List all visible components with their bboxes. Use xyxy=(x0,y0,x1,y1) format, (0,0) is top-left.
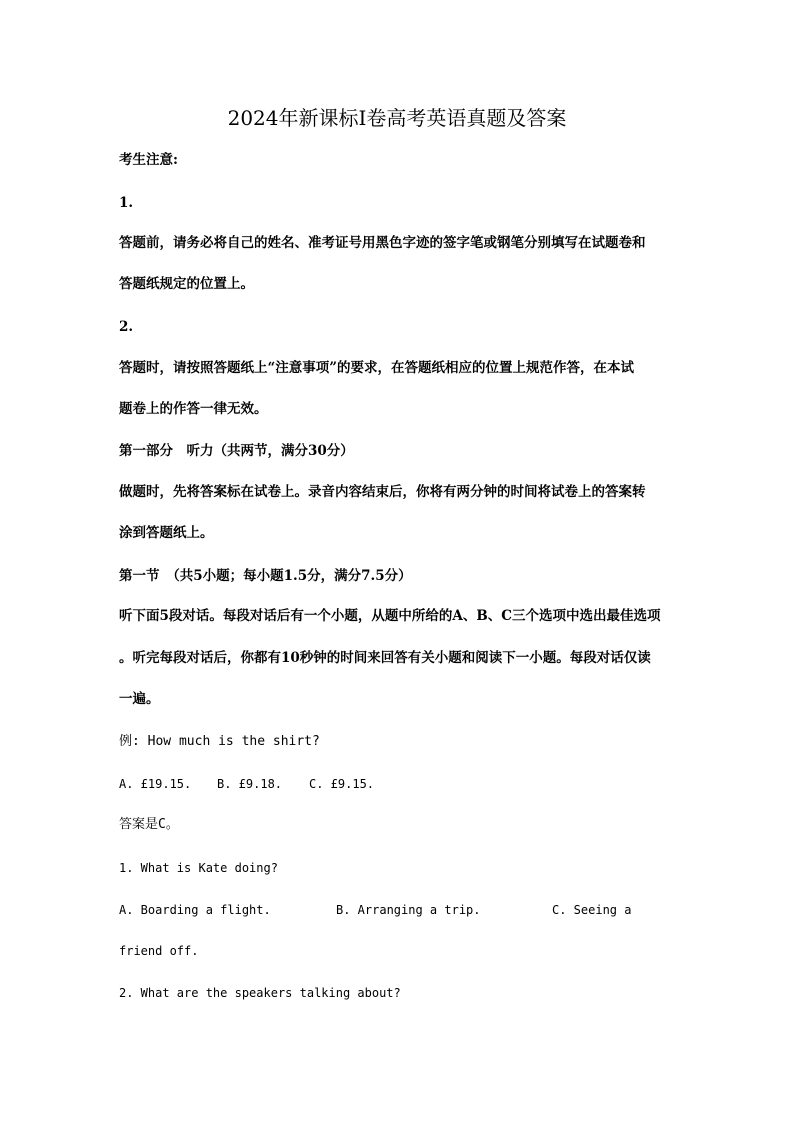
question-1-option-b: B. Arranging a trip. xyxy=(336,903,481,917)
part-one-instructions-line-2: 涂到答题纸上。 xyxy=(119,525,214,541)
example-option-a: A. £19.15. xyxy=(119,777,192,791)
example-options xyxy=(119,774,679,794)
question-1-option-c: C. Seeing a xyxy=(552,903,632,917)
notice-heading: 考生注意: xyxy=(119,152,178,168)
notice-item-1-number: 1. xyxy=(119,195,134,211)
page-title: 2024年新课标I卷高考英语真题及答案 xyxy=(227,106,567,130)
question-1-options xyxy=(119,900,679,920)
question-2: 2. What are the speakers talking about? xyxy=(119,986,401,1000)
question-1-option-c-continuation: friend off. xyxy=(119,944,199,958)
notice-item-1-line-1: 答题前，请务必将自己的姓名、准考证号用黑色字迹的签字笔或钢笔分别填写在试题卷和 xyxy=(119,235,646,251)
notice-item-1-line-2: 答题纸规定的位置上。 xyxy=(119,276,254,292)
section-one-instructions-line-3: 一遍。 xyxy=(119,691,160,707)
section-one-heading: 第一节 （共5小题；每小题1.5分，满分7.5分） xyxy=(119,568,412,584)
section-one-instructions-line-1: 听下面5段对话。每段对话后有一个小题，从题中所给的A、B、C三个选项中选出最佳选项 xyxy=(119,608,661,624)
notice-item-2-number: 2. xyxy=(119,319,134,335)
notice-item-2-line-1: 答题时，请按照答题纸上“注意事项”的要求，在答题纸相应的位置上规范作答，在本试 xyxy=(119,360,635,376)
example-question: 例: How much is the shirt? xyxy=(119,734,320,749)
example-option-c: C. £9.15. xyxy=(309,777,375,791)
example-answer: 答案是C。 xyxy=(119,817,179,832)
part-one-heading: 第一部分 听力（共两节，满分30分） xyxy=(119,443,354,459)
notice-item-2-line-2: 题卷上的作答一律无效。 xyxy=(119,401,268,417)
section-one-instructions-line-2: 。听完每段对话后，你都有10秒钟的时间来回答有关小题和阅读下一小题。每段对话仅读 xyxy=(119,650,651,666)
part-one-instructions-line-1: 做题时，先将答案标在试卷上。录音内容结束后，你将有两分钟的时间将试卷上的答案转 xyxy=(119,484,646,500)
question-1: 1. What is Kate doing? xyxy=(119,861,278,875)
question-1-option-a: A. Boarding a flight. xyxy=(119,903,271,917)
example-option-b: B. £9.18. xyxy=(217,777,283,791)
